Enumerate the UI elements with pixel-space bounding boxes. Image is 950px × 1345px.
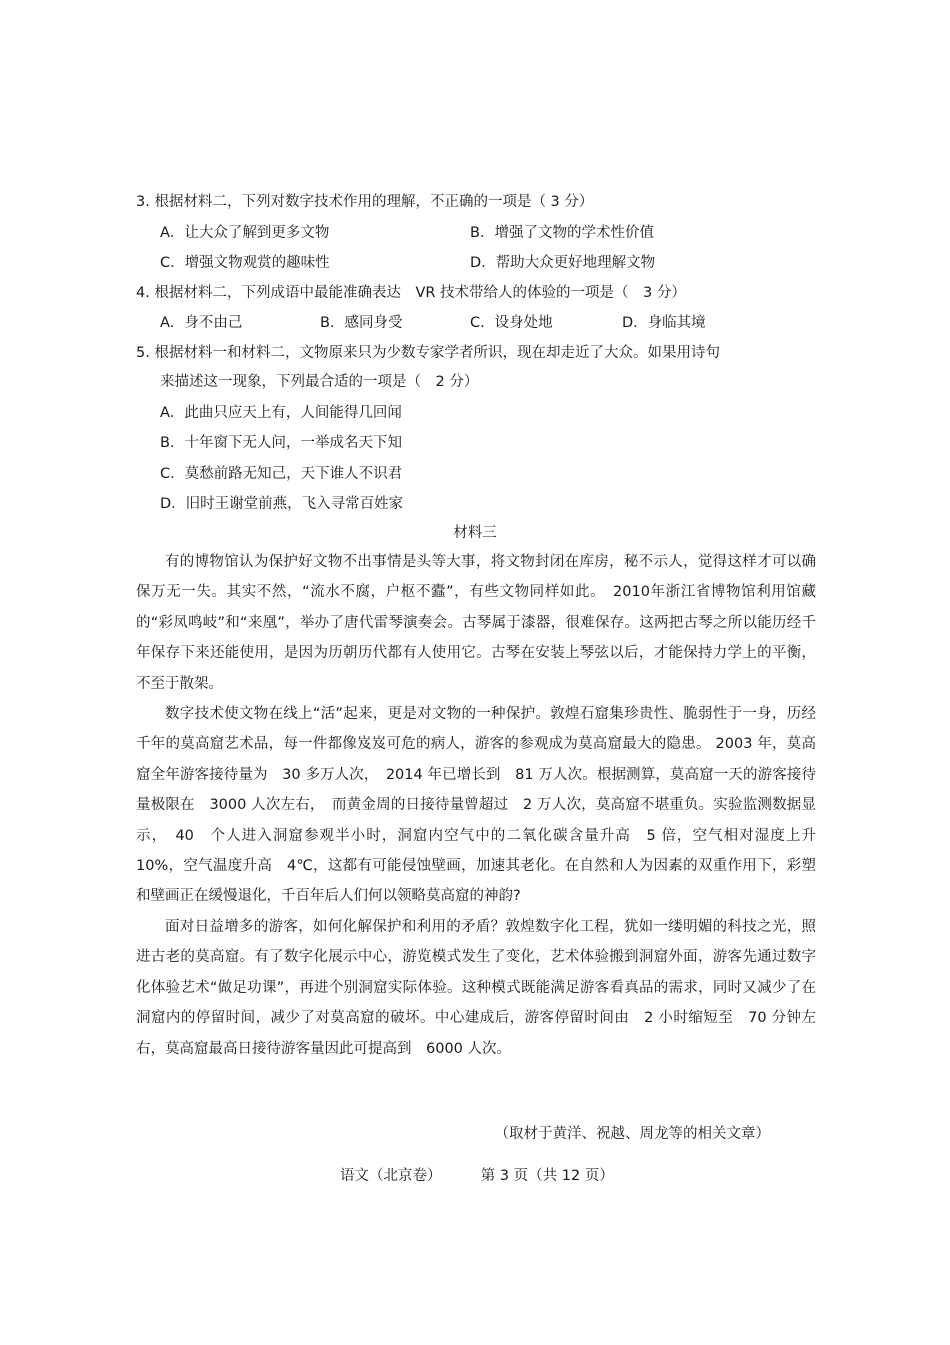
question-5-text-line2: 来描述这一现象，下列最合适的一项是（ 2 分） (160, 374, 479, 390)
question-4-option-c: C．设身处地 (470, 315, 553, 331)
footer-page-number: 第 3 页（共 12 页） (480, 1168, 614, 1184)
question-3-text-before: 根据材料二，下列对数字技术作用的理解， (154, 194, 430, 210)
question-5-option-a: A．此曲只应天上有，人间能得几回闻 (160, 405, 402, 421)
question-3-number: 3. (136, 194, 150, 210)
footer-subject: 语文（北京卷） (340, 1168, 442, 1184)
question-3-option-b: B．增强了文物的学术性价值 (470, 225, 654, 241)
question-5-number: 5. (136, 345, 150, 361)
material3-body (136, 547, 831, 1064)
material3-source: （取材于黄洋、祝越、周龙等的相关文章） (494, 1126, 770, 1142)
question-4-number: 4. (136, 285, 150, 301)
question-3-text-after: 的一项是（ 3 分） (473, 194, 594, 210)
footer (340, 1166, 614, 1186)
question-4-stem (136, 283, 686, 303)
question-4-option-b: B．感同身受 (320, 315, 403, 331)
question-4-option-a: A．身不由己 (160, 315, 243, 331)
material3-paragraph-3: 面对日益增多的游客，如何化解保护和利用的矛盾？敦煌数字化工程，犹如一缕明媚的科技之光，照进古老的莫高窟。有了数字化展示中心，游览模式发生了变化，艺术体验搬到洞窟外面，游客先通过数字化体验艺术“做足功课”，再进个别洞窟实际体验。这种模式既能满足游客看真品的需求，同时又减少了在洞窟内的停留时间，减少了对莫高窟的破坏。中心建成后，游客停留时间由 2 小时缩短至 70 分钟左右，莫高窟最高日接待游客量因此可提高到 6000 人次。 (136, 918, 816, 1057)
question-3-option-a: A．让大众了解到更多文物 (160, 225, 330, 241)
material3-paragraph-2: 数字技术使文物在线上“活”起来，更是对文物的一种保护。敦煌石窟集珍贵性、脆弱性于一身，历经千年的莫高窟艺术品，每一件都像岌岌可危的病人，游客的参观成为莫高窟最大的隐患。 2003 年，莫高窟全年游客接待量为 30 多万人次， 2014 年已增长到 81 万人次。根据测算，莫高窟一天的游客接待量极限在 3000 人次左右， 而黄金周的日接待量曾超过 2 万人次，莫高窟不堪重负。实验监测数据显示， 40 个人进入洞窟参观半小时，洞窟内空气中的二氧化碳含量升高 5 倍，空气相对湿度上升 10%，空气温度升高 4℃，这都有可能侵蚀壁画，加速其老化。在自然和人为因素的双重作用下，彩塑和壁画正在缓慢退化，千百年后人们何以领略莫高窟的神韵? (136, 706, 831, 905)
question-4-text: 根据材料二，下列成语中最能准确表达 VR 技术带给人的体验的一项是（ 3 分） (154, 285, 686, 301)
material3-paragraph-1: 有的博物馆认为保护好文物不出事情是头等大事，将文物封闭在库房，秘不示人，觉得这样才可以确保万无一失。其实不然，“流水不腐，户枢不蠹”，有些文物同样如此。 2010年浙江省博物馆利用馆藏的“彩凤鸣岐”和“来凰”，举办了唐代雷琴演奏会。古琴属于漆器，很难保存。这两把古琴之所以能历经千年保存下来还能使用，是因为历朝历代都有人使用它。古琴在安装上琴弦以后，才能保持力学上的平衡，不至于散架。 (136, 554, 816, 692)
question-3-emphasis: 不正确 (429, 194, 474, 210)
question-3-option-c: C．增强文物观赏的趣味性 (160, 255, 330, 271)
question-3-stem (136, 192, 593, 212)
question-5-option-b: B．十年窗下无人问，一举成名天下知 (160, 435, 402, 451)
question-5-stem (136, 343, 720, 363)
question-5-text-line1: 根据材料一和材料二，文物原来只为少数专家学者所识，现在却走近了大众。如果用诗句 (154, 345, 720, 361)
material3-title: 材料三 (453, 525, 497, 541)
question-5-option-c: C．莫愁前路无知己，天下谁人不识君 (160, 466, 403, 482)
question-5-option-d: D．旧时王谢堂前燕，飞入寻常百姓家 (160, 496, 404, 512)
question-3-option-d: D．帮助大众更好地理解文物 (470, 255, 656, 271)
question-4-option-d: D．身临其境 (622, 315, 706, 331)
